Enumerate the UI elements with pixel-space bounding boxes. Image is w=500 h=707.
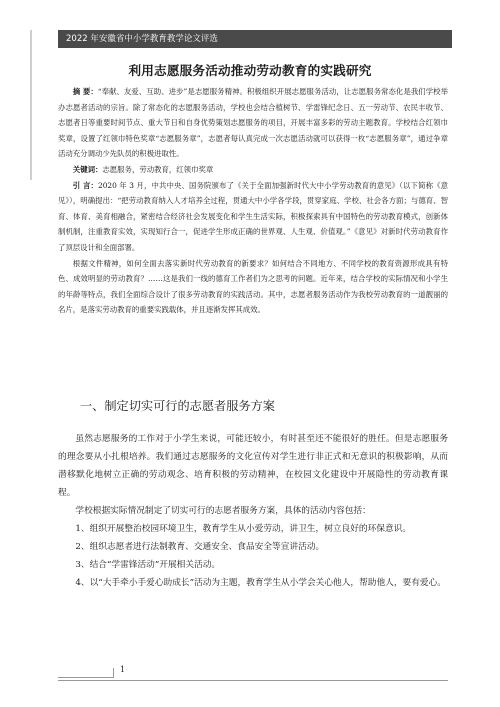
footer-rule: [58, 680, 448, 681]
abstract-block: [58, 84, 448, 318]
intro-text: 2020 年 3 月，中共中央、国务院颁布了《关于全面加强新时代大中小学劳动教育的意见》（以下简称《意见》），明确提出：“把劳动教育纳入人才培养全过程，贯通大中小学各学段，贯穿家庭、学校、社会各方面；与德育、智育、体育、美育相融合，紧密结合经济社会发展变化和学生生活实际，积极探索具有中国特色的劳动教育模式，创新体制机制，注重教育实效，实现知行合一，促进学生形成正确的世界观、人生观、价值观。”《意见》对新时代劳动教育作了顶层设计和全面部署。: [58, 180, 448, 252]
abstract-paragraph: [58, 84, 448, 162]
header-text: 2022 年安徽省中小学教育教学论文评选: [66, 34, 218, 44]
keywords-text: 志愿服务，劳动教育，红领巾奖章: [102, 164, 214, 174]
header-accent: [446, 30, 452, 48]
list-item: 3、结合“学雷锋活动”开展相关活动。: [75, 560, 221, 570]
abstract-label: 摘 要：: [72, 87, 98, 96]
list-item: 1、组织开展整治校园环境卫生，教育学生从小爱劳动，讲卫生，树立良好的环保意识。: [75, 524, 412, 534]
keywords-paragraph: [58, 162, 448, 178]
section-body: [58, 430, 448, 592]
paper-title: 利用志愿服务活动推动劳动教育的实践研究: [128, 63, 372, 78]
body-paragraph: 学校根据实际情况制定了切实可行的志愿者服务方案，具体的活动内容包括：: [75, 506, 371, 516]
intro-paragraph: [58, 178, 448, 256]
list-item: 4、以“大手牵小手爱心助成长”活动为主题，教育学生从小学会关心他人，帮助他人，要有爱心。: [75, 578, 446, 588]
page-edge: [30, 30, 32, 180]
header-banner: [58, 30, 446, 48]
footer-corner-mark: [58, 668, 114, 678]
section-heading: 一、制定切实可行的志愿者服务方案: [80, 399, 275, 413]
intro-label: 引 言：: [72, 180, 99, 190]
intro-paragraph-2: 根据文件精神，如何全面去落实新时代劳动教育的新要求？如何结合不同地方、不同学校的教育资源形成具有特色、成效明显的劳动教育？……这是我们一线的德育工作者们为之思考的问题。近年来，结合学校的实际情况和小学生的年龄等特点，我们全面综合设计了很多劳动教育的实践活动。其中，志愿者服务活动作为我校劳动教育的一道靓丽的名片，是落实劳动教育的重要实践载体，并且逐渐发挥其成效。: [58, 258, 448, 315]
keywords-label: 关键词：: [72, 164, 103, 174]
list-item: 2、组织志愿者进行法制教育、交通安全、食品安全等宣讲活动。: [75, 542, 325, 552]
abstract-text: “奉献、友爱、互助、进步”是志愿服务精神。积极组织开展志愿服务活动，让志愿服务常态化是我们学校举办志愿者活动的宗旨。除了常态化的志愿服务活动，学校也会结合植树节、学雷锋纪念日、五一劳动节、农民丰收节、志愿者日等重要时间节点、重大节日和自身优势策划志愿服务的项目，开展丰富多彩的劳动主题教育。学校结合红领巾奖章，设置了红领巾特色奖章“志愿服务章”，志愿者每认真完成一次志愿活动就可以获得一枚“志愿服务章”，通过争章活动充分调动少先队员的积极进取性。: [58, 87, 449, 159]
page-number: 1: [120, 665, 126, 674]
body-paragraph: 虽然志愿服务的工作对于小学生来说，可能还较小，有时甚至还不能很好的胜任。但是志愿服务的理念要从小扎根培养。我们通过志愿服务的文化宣传对学生进行非正式和无意识的积极影响，从而潜移默化地树立正确的劳动观念、培育积极的劳动精神，在校园文化建设中开展隐性的劳动教育课程。: [58, 434, 448, 498]
